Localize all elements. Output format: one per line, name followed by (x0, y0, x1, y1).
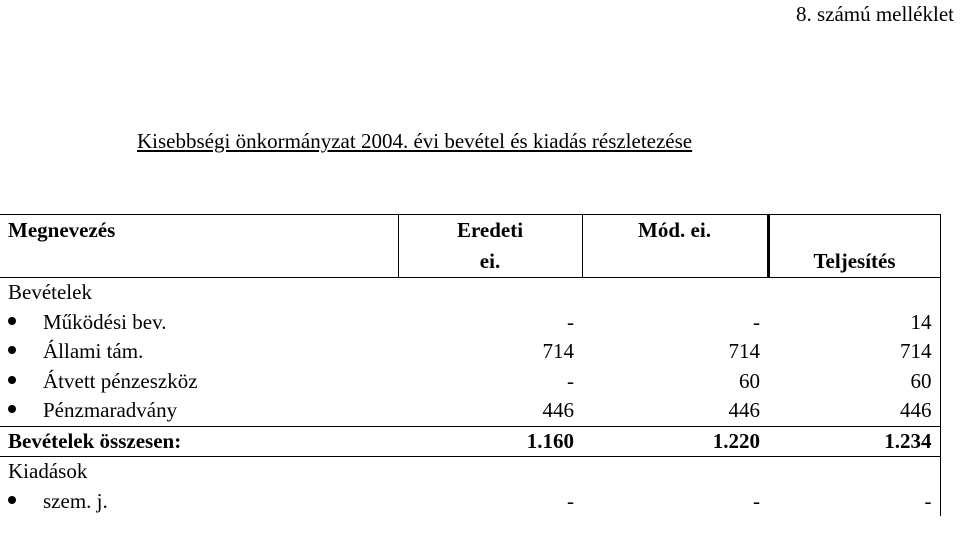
row-completion: - (768, 487, 940, 517)
budget-table (0, 214, 941, 516)
income-section-label: Bevételek (0, 278, 940, 308)
income-section-row (0, 278, 940, 308)
row-modified: 714 (728, 339, 760, 363)
header-completion: Teljesítés (768, 215, 940, 278)
bullet-icon (8, 376, 16, 384)
header-name: Megnevezés (0, 215, 398, 278)
header-modified: Mód. ei. (582, 215, 768, 278)
table-row (0, 308, 940, 338)
row-original: 446 (398, 396, 582, 426)
row-completion: 14 (768, 308, 940, 338)
row-completion: 714 (768, 337, 940, 367)
row-original: - (567, 488, 574, 513)
income-total-row (0, 426, 940, 457)
document-title: Kisebbségi önkormányzat 2004. évi bevétel és kiadás részletezése (137, 129, 693, 153)
row-modified: - (753, 488, 760, 513)
table-row (0, 337, 940, 367)
expense-section-label: Kiadások (0, 457, 940, 487)
expense-section-row (0, 457, 940, 487)
table-row (0, 487, 940, 517)
row-original: 714 (542, 339, 574, 363)
bullet-icon (8, 346, 16, 354)
income-total-modified: 1.220 (582, 426, 768, 457)
row-original: - (567, 309, 574, 334)
row-completion: 60 (768, 367, 940, 397)
header-original-line1: Eredeti (456, 218, 524, 242)
row-modified: - (753, 309, 760, 334)
bullet-icon (8, 317, 16, 325)
row-completion: 446 (768, 396, 940, 426)
row-label: Állami tám. (43, 339, 144, 363)
table-row (0, 396, 940, 426)
row-original: - (567, 368, 574, 393)
row-label: Működési bev. (43, 309, 167, 334)
bullet-icon (8, 496, 16, 504)
row-label: Pénzmaradvány (43, 398, 178, 422)
header-original (398, 215, 582, 278)
bullet-icon (8, 405, 16, 413)
row-label: Átvett pénzeszköz (43, 368, 198, 393)
income-total-original: 1.160 (398, 426, 582, 457)
header-original-line2: ei. (479, 249, 501, 273)
table-row (0, 367, 940, 397)
row-modified: 446 (582, 396, 768, 426)
income-total-label: Bevételek összesen: (0, 426, 398, 457)
row-modified: 60 (739, 368, 760, 393)
table-header-row (0, 215, 940, 278)
annex-label: 8. számú melléklet (795, 2, 954, 26)
row-label: szem. j. (43, 488, 108, 513)
income-total-completion: 1.234 (768, 426, 940, 457)
